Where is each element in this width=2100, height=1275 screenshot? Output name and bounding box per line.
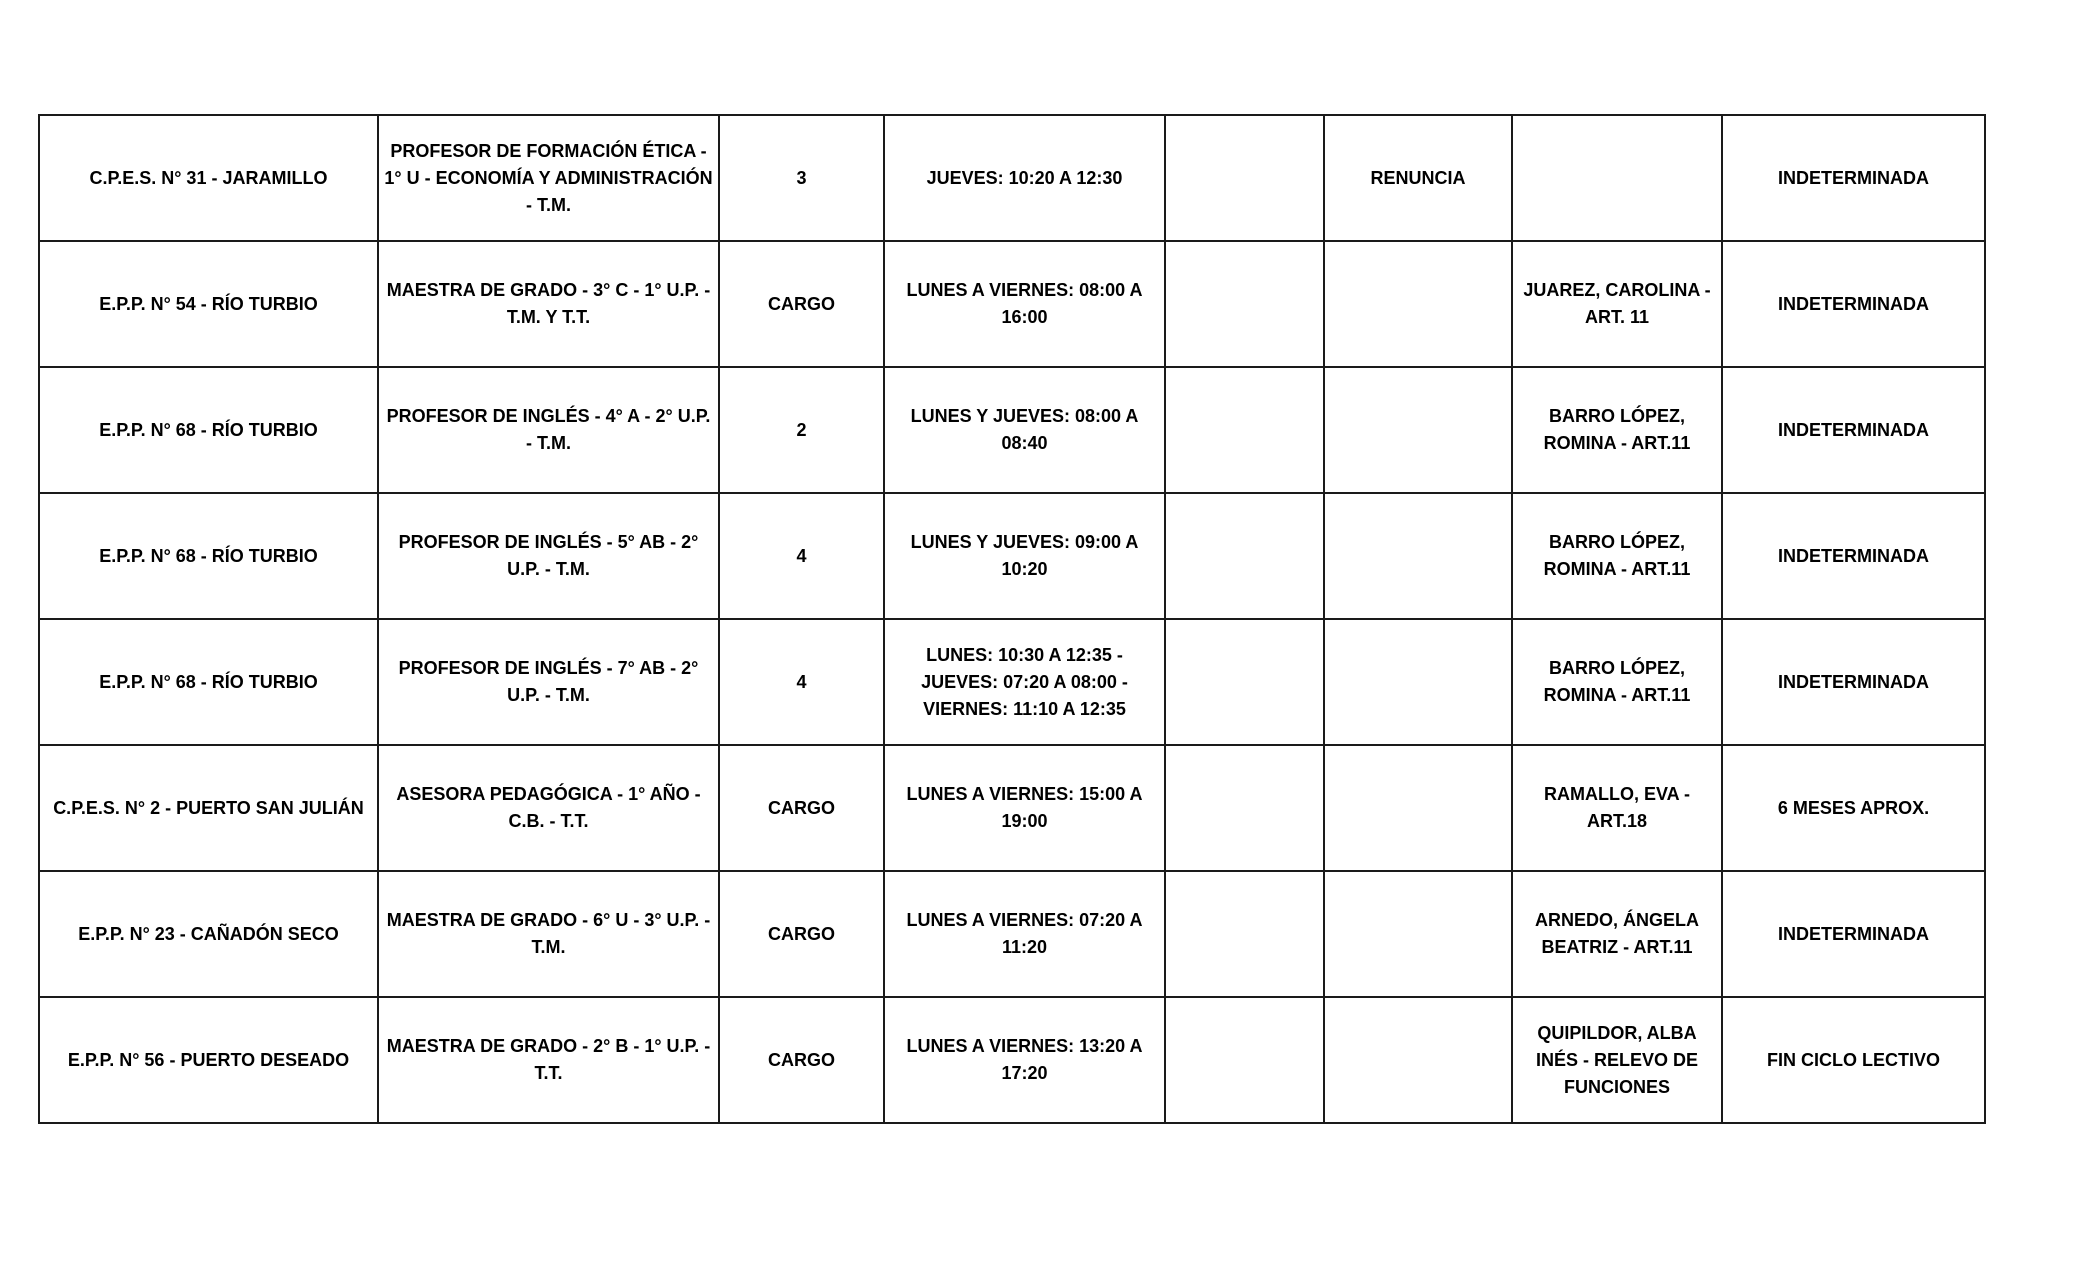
schedule-cell: LUNES A VIERNES: 15:00 A 19:00 [884, 745, 1165, 871]
position-cell: MAESTRA DE GRADO - 6° U - 3° U.P. - T.M. [378, 871, 719, 997]
reason-cell [1324, 871, 1512, 997]
replaced-teacher-cell: ARNEDO, ÁNGELA BEATRIZ - ART.11 [1512, 871, 1722, 997]
schedule-cell: LUNES A VIERNES: 07:20 A 11:20 [884, 871, 1165, 997]
reason-cell: RENUNCIA [1324, 115, 1512, 241]
table-row [39, 115, 1985, 241]
position-cell: ASESORA PEDAGÓGICA - 1° AÑO - C.B. - T.T. [378, 745, 719, 871]
hours-cell: 4 [719, 619, 884, 745]
table-row [39, 619, 1985, 745]
position-cell: PROFESOR DE INGLÉS - 4° A - 2° U.P. - T.M. [378, 367, 719, 493]
table-row [39, 745, 1985, 871]
school-cell: E.P.P. N° 68 - RÍO TURBIO [39, 493, 378, 619]
empty-cell [1165, 493, 1324, 619]
table-row [39, 367, 1985, 493]
empty-cell [1165, 619, 1324, 745]
school-cell: E.P.P. N° 68 - RÍO TURBIO [39, 619, 378, 745]
school-cell: E.P.P. N° 23 - CAÑADÓN SECO [39, 871, 378, 997]
schedule-cell: LUNES Y JUEVES: 08:00 A 08:40 [884, 367, 1165, 493]
reason-cell [1324, 493, 1512, 619]
hours-cell: CARGO [719, 997, 884, 1123]
table-row [39, 493, 1985, 619]
reason-cell [1324, 997, 1512, 1123]
reason-cell [1324, 619, 1512, 745]
schedule-cell: LUNES Y JUEVES: 09:00 A 10:20 [884, 493, 1165, 619]
position-cell: PROFESOR DE FORMACIÓN ÉTICA - 1° U - ECONOMÍA Y ADMINISTRACIÓN - T.M. [378, 115, 719, 241]
empty-cell [1165, 115, 1324, 241]
schedule-cell: LUNES A VIERNES: 08:00 A 16:00 [884, 241, 1165, 367]
school-cell: E.P.P. N° 56 - PUERTO DESEADO [39, 997, 378, 1123]
replaced-teacher-cell: BARRO LÓPEZ, ROMINA - ART.11 [1512, 493, 1722, 619]
table-row [39, 997, 1985, 1123]
hours-cell: CARGO [719, 871, 884, 997]
position-cell: PROFESOR DE INGLÉS - 7° AB - 2° U.P. - T.M. [378, 619, 719, 745]
replaced-teacher-cell: BARRO LÓPEZ, ROMINA - ART.11 [1512, 367, 1722, 493]
school-cell: C.P.E.S. N° 2 - PUERTO SAN JULIÁN [39, 745, 378, 871]
duration-cell: INDETERMINADA [1722, 367, 1985, 493]
replaced-teacher-cell: RAMALLO, EVA - ART.18 [1512, 745, 1722, 871]
duration-cell: INDETERMINADA [1722, 115, 1985, 241]
hours-cell: 2 [719, 367, 884, 493]
hours-cell: CARGO [719, 241, 884, 367]
school-cell: E.P.P. N° 68 - RÍO TURBIO [39, 367, 378, 493]
replaced-teacher-cell [1512, 115, 1722, 241]
schedule-cell: LUNES: 10:30 A 12:35 - JUEVES: 07:20 A 08:00 - VIERNES: 11:10 A 12:35 [884, 619, 1165, 745]
empty-cell [1165, 997, 1324, 1123]
table-row [39, 871, 1985, 997]
reason-cell [1324, 367, 1512, 493]
duration-cell: INDETERMINADA [1722, 871, 1985, 997]
empty-cell [1165, 367, 1324, 493]
empty-cell [1165, 871, 1324, 997]
schedule-cell: JUEVES: 10:20 A 12:30 [884, 115, 1165, 241]
duration-cell: INDETERMINADA [1722, 241, 1985, 367]
reason-cell [1324, 241, 1512, 367]
hours-cell: 4 [719, 493, 884, 619]
duration-cell: INDETERMINADA [1722, 619, 1985, 745]
school-cell: C.P.E.S. N° 31 - JARAMILLO [39, 115, 378, 241]
position-cell: PROFESOR DE INGLÉS - 5° AB - 2° U.P. - T.M. [378, 493, 719, 619]
empty-cell [1165, 241, 1324, 367]
vacancy-table [38, 114, 1986, 1124]
replaced-teacher-cell: QUIPILDOR, ALBA INÉS - RELEVO DE FUNCIONES [1512, 997, 1722, 1123]
hours-cell: CARGO [719, 745, 884, 871]
replaced-teacher-cell: BARRO LÓPEZ, ROMINA - ART.11 [1512, 619, 1722, 745]
table-row [39, 241, 1985, 367]
position-cell: MAESTRA DE GRADO - 2° B - 1° U.P. - T.T. [378, 997, 719, 1123]
reason-cell [1324, 745, 1512, 871]
duration-cell: INDETERMINADA [1722, 493, 1985, 619]
empty-cell [1165, 745, 1324, 871]
school-cell: E.P.P. N° 54 - RÍO TURBIO [39, 241, 378, 367]
duration-cell: 6 MESES APROX. [1722, 745, 1985, 871]
duration-cell: FIN CICLO LECTIVO [1722, 997, 1985, 1123]
replaced-teacher-cell: JUAREZ, CAROLINA - ART. 11 [1512, 241, 1722, 367]
hours-cell: 3 [719, 115, 884, 241]
schedule-cell: LUNES A VIERNES: 13:20 A 17:20 [884, 997, 1165, 1123]
position-cell: MAESTRA DE GRADO - 3° C - 1° U.P. - T.M. Y T.T. [378, 241, 719, 367]
